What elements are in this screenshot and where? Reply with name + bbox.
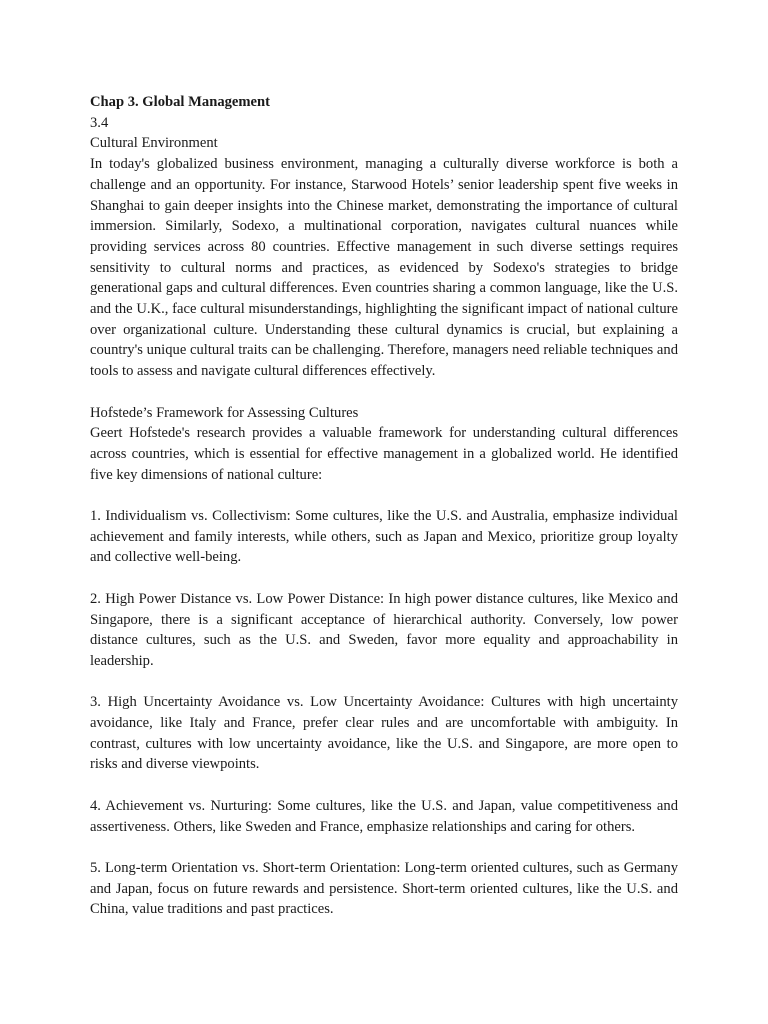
framework-heading: Hofstede’s Framework for Assessing Cultures xyxy=(90,404,359,421)
framework-intro-paragraph: Geert Hofstede's research provides a valuable framework for understanding cultural differences across countries, which is essential for effective management in a globalized world. He identified five key dimensions of national culture: xyxy=(90,425,678,483)
section-title: Cultural Environment xyxy=(90,135,218,152)
spacer xyxy=(90,382,678,403)
spacer xyxy=(90,837,678,858)
document-page xyxy=(90,92,678,920)
spacer xyxy=(90,672,678,693)
dimension-paragraph-4: 4. Achievement vs. Nurturing: Some cultures, like the U.S. and Japan, value competitiveness and assertiveness. Others, like Sweden and France, emphasize relationships and caring for others. xyxy=(90,797,678,835)
dimension-paragraph-1: 1. Individualism vs. Collectivism: Some cultures, like the U.S. and Australia, emphasize individual achievement and family interests, while others, such as Japan and Mexico, prioritize group loyalty and collective well-being. xyxy=(90,508,678,566)
dimension-paragraph-2: 2. High Power Distance vs. Low Power Distance: In high power distance cultures, like Mexico and Singapore, there is a significant acceptance of hierarchical authority. Conversely, low power distance cultures, such as the U.S. and Sweden, favor more equality and approachability in leadership. xyxy=(90,590,678,669)
intro-paragraph: In today's globalized business environment, managing a culturally diverse workforce is both a challenge and an opportunity. For instance, Starwood Hotels’ senior leadership spent five weeks in Shanghai to gain deeper insights into the Chinese market, demonstrating the importance of cultural immersion. Similarly, Sodexo, a multinational corporation, navigates cultural nuances while providing services across 80 countries. Effective management in such diverse settings requires sensitivity to cultural norms and practices, as evidenced by Sodexo's strategies to bridge generational gaps and cultural differences. Even countries sharing a common language, like the U.S. and the U.K., face cultural misunderstandings, highlighting the significant impact of national culture over organizational culture. Understanding these cultural dynamics is crucial, but explaining a country's unique cultural traits can be challenging. Therefore, managers need reliable techniques and tools to assess and navigate cultural differences effectively. xyxy=(90,156,678,380)
section-number: 3.4 xyxy=(90,114,109,131)
spacer xyxy=(90,568,678,589)
dimension-paragraph-3: 3. High Uncertainty Avoidance vs. Low Uncertainty Avoidance: Cultures with high uncertainty avoidance, like Italy and France, prefer clear rules and are uncomfortable with ambiguity. In contrast, cultures with low uncertainty avoidance, like the U.S. and Singapore, are more open to risks and diverse viewpoints. xyxy=(90,694,678,773)
spacer xyxy=(90,485,678,506)
dimension-paragraph-5: 5. Long-term Orientation vs. Short-term Orientation: Long-term oriented cultures, such as Germany and Japan, focus on future rewards and persistence. Short-term oriented cultures, like the U.S. and China, value traditions and past practices. xyxy=(90,859,678,918)
chapter-title: Chap 3. Global Management xyxy=(90,94,270,110)
spacer xyxy=(90,775,678,796)
